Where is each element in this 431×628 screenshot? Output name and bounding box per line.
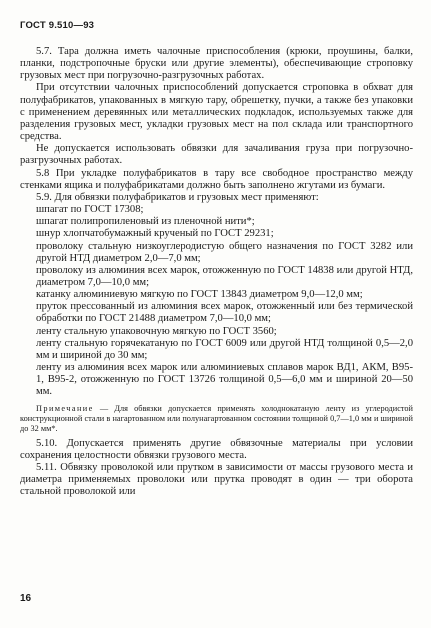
list-item: пруток прессованный из алюминия всех марок, отожженный или без термической обработки по ГОСТ 21488 диаметром 7,0—10,0 мм; <box>36 301 413 325</box>
list-item: проволоку из алюминия всех марок, отожженную по ГОСТ 14838 или другой НТД, диаметром 7,0—10,0 мм; <box>36 264 413 288</box>
note <box>20 404 413 434</box>
list-item: проволоку стальную низкоуглеродистую общего назначения по ГОСТ 3282 или другой НТД диаметром 2,0—7,0 мм; <box>36 240 413 264</box>
list-item: ленту из алюминия всех марок или алюминиевых сплавов марок ВД1, АКМ, В95-1, В95-2, отожженную по ГОСТ 13726 толщиной 0,5—6,0 мм и шириной 20—50 мм. <box>36 362 413 398</box>
list-item: шпагат полипропиленовый из пленочной нити*; <box>36 216 255 228</box>
materials-list <box>20 204 413 399</box>
running-header: ГОСТ 9.510—93 <box>20 20 95 31</box>
paragraph-slinging: При отсутствии чалочных приспособлений допускается строповка в обхват для полуфабрикатов, упакованных в мягкую тару, обрешетку, пучки, а также без упаковки с применением деревянных или металлических подкладок, используемых также для разделения грузовых мест, укладки грузовых мест на пол склада или транспортного средства. <box>20 82 413 143</box>
list-item: шнур хлопчатобумажный крученый по ГОСТ 29231; <box>36 228 274 240</box>
paragraph-5-10: 5.10. Допускается применять другие обвязочные материалы при условии сохранения целостности обвязки грузового места. <box>20 437 413 461</box>
list-item: ленту стальную упаковочную мягкую по ГОСТ 3560; <box>36 325 277 337</box>
paragraph-5-8: 5.8 При укладке полуфабрикатов в тару все свободное пространство между стенками ящика и полуфабрикатами должно быть заполнено жгутами из бумаги. <box>20 167 413 191</box>
list-item: ленту стальную горячекатаную по ГОСТ 6009 или другой НТД толщиной 0,5—2,0 мм и шириной до 30 мм; <box>36 337 413 361</box>
paragraph-5-7: 5.7. Тара должна иметь чалочные приспособления (крюки, проушины, балки, планки, подстропочные бруски или другие элементы), обеспечивающие строповку грузовых мест при погрузочно-разгрузочных работах. <box>20 46 413 82</box>
paragraph-prohibition: Не допускается использовать обвязки для зачаливания груза при погрузочно-разгрузочных работах. <box>20 143 413 167</box>
document-body <box>20 46 413 498</box>
list-item: катанку алюминиевую мягкую по ГОСТ 13843 диаметром 9,0—12,0 мм; <box>36 289 363 301</box>
paragraph-5-11: 5.11. Обвязку проволокой или прутком в зависимости от массы грузового места и диаметра применяемых проволоки или прутка проводят в один — три оборота стальной проволокой или <box>20 461 413 498</box>
note-label: Примечание <box>36 403 94 413</box>
note-text: — Для обвязки допускается применять холоднокатаную ленту из углеродистой конструкционной стали в нагартованном или полунагартованном состоянии толщиной 0,7—1,0 мм и шириной до 32 мм*. <box>20 403 413 433</box>
paragraph-5-9: 5.9. Для обвязки полуфабрикатов и грузовых мест применяют: <box>36 191 319 203</box>
list-item: шпагат по ГОСТ 17308; <box>36 204 144 216</box>
page-number: 16 <box>20 593 32 604</box>
